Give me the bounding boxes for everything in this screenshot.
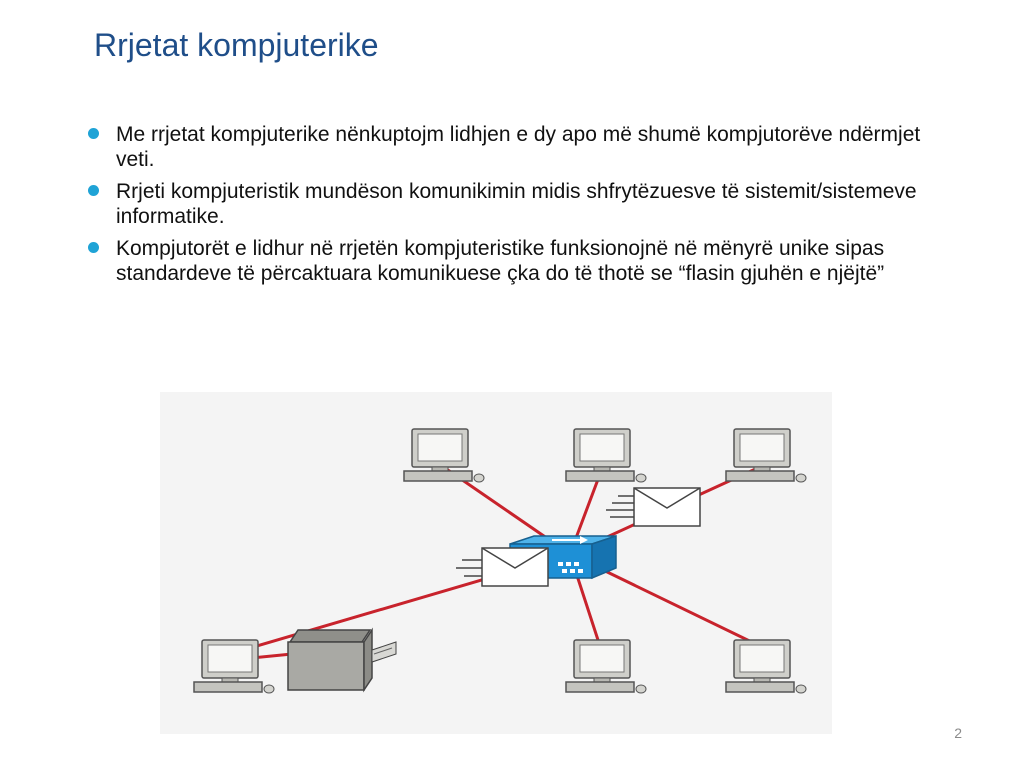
bullet-dot-icon (88, 128, 99, 139)
envelope-icon (456, 548, 548, 586)
envelope-icon (606, 488, 700, 526)
computer-icon (726, 429, 806, 482)
computer-icon (404, 429, 484, 482)
printer-icon (288, 630, 396, 690)
slide-title: Rrjetat kompjuterike (94, 27, 379, 63)
computer-icon (194, 640, 274, 693)
network-diagram (160, 392, 832, 734)
computer-icon (566, 640, 646, 693)
bullet-item (84, 122, 964, 172)
bullet-list (84, 122, 964, 293)
bullet-text: Kompjutorët e lidhur në rrjetën kompjuteristike funksionojnë në mënyrë unike sipas standardeve të përcaktuara komunikuese çka do të thotë se “flasin gjuhën e njëjtë” (116, 237, 885, 285)
computer-icon (566, 429, 646, 482)
bullet-item (84, 179, 964, 229)
bullet-dot-icon (88, 242, 99, 253)
bullet-item (84, 236, 964, 286)
page-number: 2 (954, 725, 962, 741)
bullet-text: Rrjeti kompjuteristik mundëson komunikimin midis shfrytëzuesve të sistemit/sistemeve informatike. (116, 180, 917, 228)
computer-icon (726, 640, 806, 693)
bullet-dot-icon (88, 185, 99, 196)
bullet-text: Me rrjetat kompjuterike nënkuptojm lidhjen e dy apo më shumë kompjutorëve ndërmjet veti. (116, 123, 921, 171)
